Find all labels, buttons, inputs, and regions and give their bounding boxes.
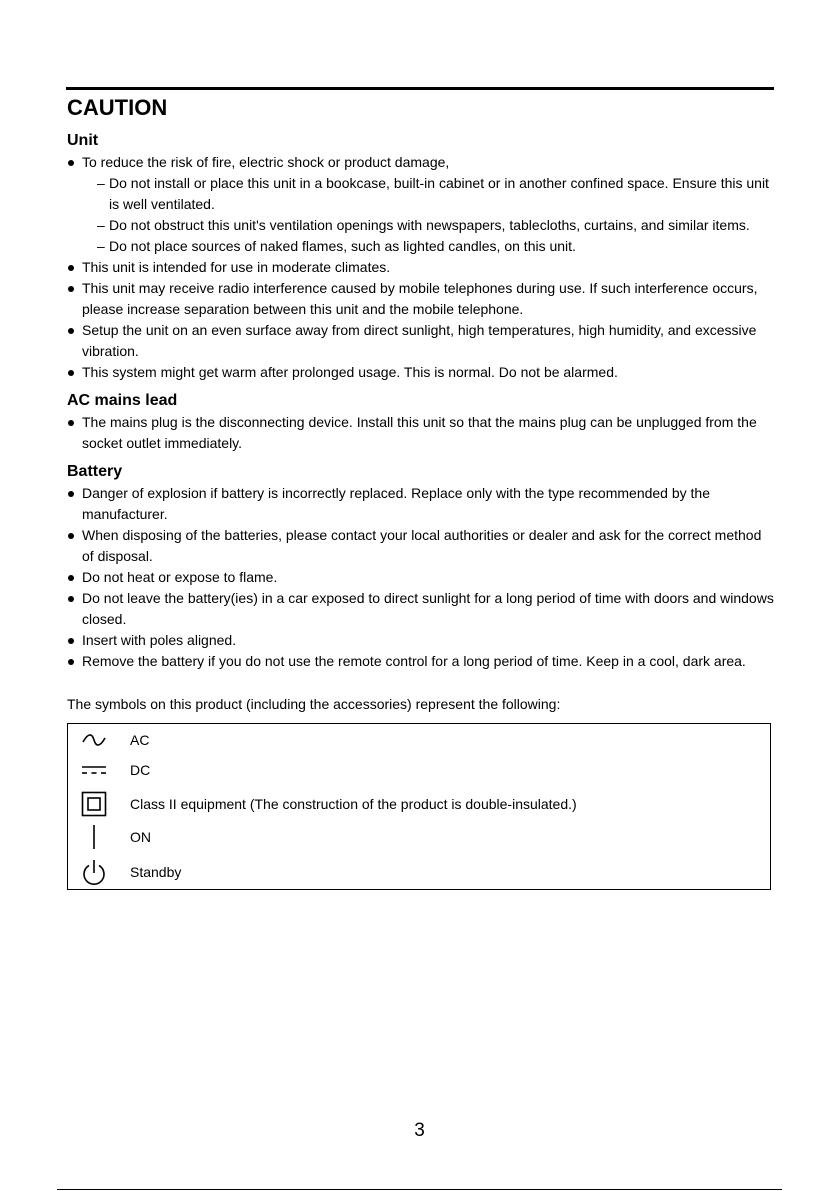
battery-list (67, 483, 774, 672)
symbols-table (67, 723, 771, 890)
list-item: Remove the battery if you do not use the remote control for a long period of time. Keep in a cool, dark area. (67, 651, 774, 672)
symbols-intro: The symbols on this product (including the accessories) represent the following: (67, 696, 561, 712)
symbol-label: AC (130, 732, 150, 748)
symbol-row-standby (68, 856, 770, 888)
sub-list-item: – Do not install or place this unit in a bookcase, built-in cabinet or in another confined space. Ensure this unit is well ventilated. (97, 175, 769, 212)
unit-sub-list (82, 173, 774, 257)
ac-mains-list (67, 412, 774, 454)
battery-heading: Battery (67, 463, 123, 480)
list-item: Do not heat or expose to flame. (67, 567, 774, 588)
ac-icon (68, 733, 120, 747)
symbol-label: Class II equipment (The construction of the product is double-insulated.) (130, 796, 577, 812)
list-item: When disposing of the batteries, please contact your local authorities or dealer and ask for the correct method of disposal. (67, 525, 774, 567)
list-item: Do not leave the battery(ies) in a car exposed to direct sunlight for a long period of time with doors and windows closed. (67, 588, 774, 630)
unit-heading: Unit (67, 132, 99, 149)
list-item: This unit is intended for use in moderate climates. (67, 257, 774, 278)
symbol-row-ac (68, 724, 770, 756)
sub-item-text: Do not place sources of naked flames, such as lighted candles, on this unit. (109, 238, 576, 254)
list-item: This system might get warm after prolonged usage. This is normal. Do not be alarmed. (67, 362, 774, 383)
list-item: The mains plug is the disconnecting device. Install this unit so that the mains plug can be unplugged from the socket outlet immediately. (67, 412, 774, 454)
list-item: Setup the unit on an even surface away from direct sunlight, high temperatures, high humidity, and excessive vibration. (67, 320, 774, 362)
symbol-label: DC (130, 762, 151, 778)
caution-content (67, 94, 774, 890)
sub-item-text: Do not obstruct this unit's ventilation openings with newspapers, tablecloths, curtains, and similar items. (109, 217, 750, 233)
unit-list (67, 152, 774, 383)
on-icon (68, 824, 120, 850)
symbol-label: Standby (130, 864, 182, 880)
list-item: This unit may receive radio interference caused by mobile telephones during use. If such interference occurs, please increase separation between this unit and the mobile telephone. (67, 278, 774, 320)
symbol-label: ON (130, 829, 151, 845)
sub-list-item: – Do not obstruct this unit's ventilation openings with newspapers, tablecloths, curtains, and similar items. (97, 217, 750, 233)
class-ii-icon (68, 791, 120, 817)
symbol-row-on (68, 821, 770, 853)
ac-mains-heading: AC mains lead (67, 392, 178, 409)
sub-list-item: – Do not place sources of naked flames, such as lighted candles, on this unit. (97, 238, 576, 254)
dc-icon (68, 764, 120, 776)
sub-item-text: Do not install or place this unit in a bookcase, built-in cabinet or in another confined space. Ensure this unit is well ventilated. (109, 175, 769, 212)
caution-title: CAUTION (67, 95, 168, 120)
standby-icon (68, 858, 120, 886)
page-number: 3 (414, 1120, 425, 1141)
top-rule (66, 87, 774, 90)
bottom-rule (57, 1189, 782, 1190)
unit-intro-text: To reduce the risk of fire, electric shock or product damage, (82, 154, 450, 170)
list-item: Insert with poles aligned. (67, 630, 774, 651)
symbol-row-class-ii (68, 788, 770, 820)
list-item (67, 152, 774, 257)
symbol-row-dc (68, 754, 770, 786)
list-item: Danger of explosion if battery is incorrectly replaced. Replace only with the type recommended by the manufacturer. (67, 483, 774, 525)
